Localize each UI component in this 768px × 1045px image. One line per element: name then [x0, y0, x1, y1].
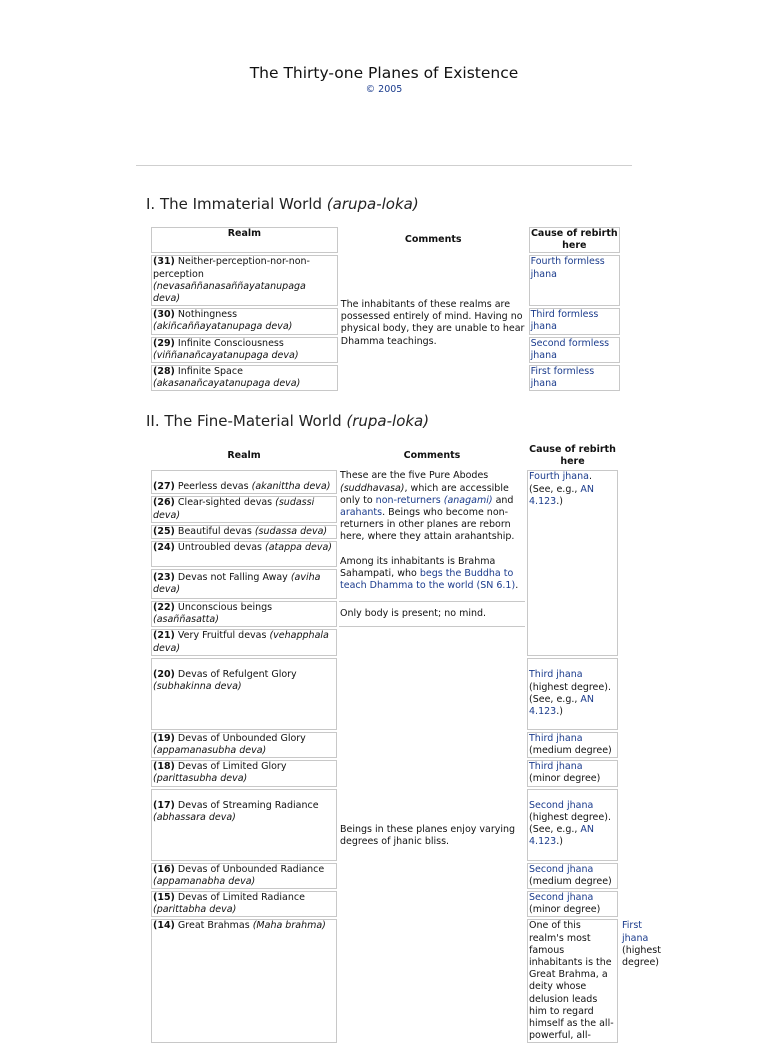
- realm-number: (21): [153, 630, 175, 642]
- cause-cell: [527, 658, 618, 730]
- comment-cell-unconscious: Only body is present; no mind.: [339, 601, 525, 627]
- cause-link[interactable]: Fourth jhana: [529, 471, 589, 483]
- realm-cell: [151, 629, 337, 655]
- realm-cell: [151, 891, 337, 917]
- cause-text: . (See, e.g.,: [529, 471, 592, 495]
- cause-link[interactable]: Third jhana: [529, 761, 583, 773]
- header-cause: Cause of rebirth here: [529, 444, 616, 468]
- anagami-link[interactable]: (anagami): [443, 494, 493, 506]
- cause-cell: [527, 470, 618, 655]
- realm-name: Devas of Unbounded Radiance: [174, 863, 325, 875]
- heading-pali: (arupa-loka): [326, 195, 419, 213]
- realm-pali: (sudassa deva): [254, 525, 328, 537]
- realm-pali: (atappa deva): [265, 542, 333, 554]
- cause-cell: [529, 308, 620, 334]
- realm-pali: (abhassara deva): [153, 811, 236, 823]
- section-heading-fine-material: [146, 412, 429, 430]
- realm-pali: (akasanañcayatanupaga deva): [153, 378, 301, 390]
- cause-link[interactable]: Third jhana: [529, 732, 583, 744]
- realm-number: (26): [153, 497, 175, 509]
- realm-pali: (parittasubha deva): [153, 773, 248, 785]
- realm-name: Infinite Space: [174, 366, 243, 378]
- comment-text: . Beings who become non-returners in other planes are reborn here, where they attain arahantship.: [340, 507, 515, 543]
- cause-link[interactable]: Fourth formless jhana: [530, 256, 605, 280]
- realm-number: (15): [153, 892, 175, 904]
- cause-text: .): [556, 495, 563, 507]
- realm-number: (19): [153, 732, 175, 744]
- copyright-link[interactable]: © 2005: [365, 84, 403, 95]
- realm-number: (14): [153, 920, 175, 932]
- heading-text: I. The Immaterial World: [146, 195, 327, 213]
- realm-cell: [151, 541, 337, 567]
- heading-text: II. The Fine-Material World: [146, 412, 347, 430]
- cause-cell: [527, 732, 618, 758]
- header-comments: Comments: [404, 234, 462, 246]
- comment-text: These are the five Pure Abodes: [340, 470, 489, 482]
- realm-cell: [151, 601, 337, 627]
- realm-number: (24): [153, 542, 175, 554]
- sn-6-1-link[interactable]: begs the Buddha to teach Dhamma to the world (SN 6.1): [340, 567, 516, 592]
- cause-link[interactable]: First formless jhana: [530, 366, 595, 390]
- realm-name: Devas of Limited Radiance: [174, 892, 305, 904]
- realm-number: (30): [153, 309, 175, 321]
- cause-link[interactable]: Third formless jhana: [530, 309, 599, 333]
- cause-link[interactable]: First jhana: [622, 920, 649, 944]
- cause-text: (highest degree). (See, e.g.,: [529, 681, 611, 705]
- realm-number: (29): [153, 337, 175, 349]
- realm-name: Great Brahmas: [174, 920, 253, 932]
- realm-number: (16): [153, 863, 175, 875]
- comment-cell-jhanic: Beings in these planes enjoy varying degrees of jhanic bliss.: [340, 824, 516, 848]
- cause-cell: [527, 891, 618, 917]
- realm-pali: (subhakinna deva): [153, 681, 242, 693]
- cause-text: .): [556, 706, 563, 718]
- realm-cell: [151, 789, 337, 861]
- realm-pali: (appamanasubha deva): [153, 745, 267, 757]
- section-heading-immaterial: [146, 195, 419, 213]
- realm-pali: (appamanabha deva): [153, 875, 256, 887]
- comment-text: Among its inhabitants is Brahma Sahampati, who: [340, 555, 496, 579]
- cause-text: (minor degree): [529, 773, 601, 785]
- cause-cell: [529, 337, 620, 363]
- realm-pali: (Maha brahma): [252, 920, 326, 932]
- heading-pali: (rupa-loka): [346, 412, 430, 430]
- realm-name: Untroubled devas: [174, 542, 266, 554]
- cause-cell: [527, 789, 618, 861]
- realm-cell: [151, 732, 337, 758]
- realm-number: (18): [153, 761, 175, 773]
- header-realm: Realm: [227, 450, 261, 462]
- realm-pali: (nevasaññanasaññayatanupaga deva): [153, 280, 306, 305]
- realm-cell: [151, 255, 338, 306]
- header-cause: Cause of rebirth here: [529, 227, 620, 253]
- comment-cell-great-brahma: One of this realm's most famous inhabitants is the Great Brahma, a deity whose delusion leads him to regard himself as the all-powerful, all-: [527, 919, 618, 1043]
- realm-name: Devas not Falling Away: [174, 571, 291, 583]
- non-returners-link[interactable]: non-returners: [375, 494, 441, 506]
- realm-cell: [151, 760, 337, 786]
- comment-text: and: [492, 494, 514, 506]
- realm-number: (20): [153, 668, 175, 680]
- realm-cell: [151, 337, 338, 363]
- cause-text: (medium degree): [529, 875, 612, 887]
- realm-name: Peerless devas: [174, 481, 252, 493]
- realm-cell: [151, 525, 337, 539]
- realm-name: Unconscious beings: [174, 602, 273, 614]
- realm-pali: (asaññasatta): [153, 614, 219, 626]
- cause-cell: [527, 760, 618, 786]
- realm-pali: (vehapphala deva): [153, 630, 329, 654]
- horizontal-divider: [136, 165, 632, 166]
- cause-cell: [529, 255, 620, 306]
- cause-text: (highest degree): [622, 944, 661, 969]
- realm-cell: [151, 365, 338, 391]
- realm-number: (27): [153, 481, 175, 493]
- realm-cell: [151, 919, 337, 1043]
- realm-pali: (aviha deva): [153, 571, 321, 596]
- arahants-link[interactable]: arahants: [340, 507, 383, 519]
- cause-text: (minor degree): [529, 904, 601, 916]
- realm-name: Devas of Limited Glory: [174, 761, 287, 773]
- header-comments: Comments: [403, 450, 461, 462]
- comment-text: .: [515, 580, 519, 592]
- cause-cell: [527, 863, 618, 889]
- realm-name: Devas of Refulgent Glory: [174, 668, 297, 680]
- realm-cell: [151, 863, 337, 889]
- page-title: The Thirty-one Planes of Existence: [249, 64, 519, 82]
- cause-text: (highest degree). (See, e.g.,: [529, 811, 611, 836]
- cause-text: (medium degree): [529, 745, 612, 757]
- comment-pali: (suddhavasa): [340, 482, 405, 494]
- realm-name: Nothingness: [174, 309, 238, 321]
- realm-name: Neither-perception-nor-non-perception: [153, 256, 310, 280]
- realm-cell: [151, 470, 337, 494]
- realm-name: Beautiful devas: [174, 525, 255, 537]
- realm-cell: [151, 308, 338, 334]
- realm-number: (31): [153, 256, 175, 268]
- cause-cell: [529, 365, 620, 391]
- cause-link[interactable]: Second formless jhana: [530, 337, 610, 361]
- an-4-123-link[interactable]: AN 4.123: [529, 693, 595, 718]
- realm-cell: [151, 496, 337, 522]
- cause-link[interactable]: Third jhana: [529, 669, 583, 681]
- realm-name: Devas of Unbounded Glory: [174, 732, 306, 744]
- comment-text: , which are accessible only to: [340, 482, 509, 506]
- realm-name: Clear-sighted devas: [174, 497, 276, 509]
- realm-cell: [151, 569, 337, 599]
- cause-link[interactable]: Second jhana: [529, 799, 594, 811]
- realm-number: (25): [153, 525, 175, 537]
- comment-cell-pure-abodes: [339, 470, 525, 599]
- realm-pali: (akiñcaññayatanupaga deva): [153, 321, 293, 333]
- comment-cell: The inhabitants of these realms are possessed entirely of mind. Having no physical body, they are unable to hear Dhamma teachings.: [340, 299, 525, 347]
- an-4-123-link[interactable]: AN 4.123: [529, 824, 595, 848]
- cause-link[interactable]: Second jhana: [529, 892, 594, 904]
- realm-number: (17): [153, 799, 175, 811]
- realm-name: Very Fruitful devas: [174, 630, 270, 642]
- an-4-123-link[interactable]: AN 4.123: [529, 483, 595, 507]
- realm-pali: (sudassi deva): [153, 497, 315, 521]
- realm-cell: [151, 658, 337, 730]
- immaterial-table: [149, 225, 622, 393]
- realm-pali: (akanittha deva): [251, 481, 331, 493]
- realm-name: Infinite Consciousness: [174, 337, 284, 349]
- realm-pali: (viññanañcayatanupaga deva): [153, 349, 299, 361]
- realm-number: (28): [153, 366, 175, 378]
- header-realm: Realm: [151, 227, 338, 253]
- realm-name: Devas of Streaming Radiance: [174, 799, 319, 811]
- cause-text: .): [556, 836, 563, 848]
- fine-material-table: [149, 442, 661, 1045]
- realm-pali: (parittabha deva): [153, 904, 237, 916]
- cause-link[interactable]: Second jhana: [529, 863, 594, 875]
- realm-number: (23): [153, 571, 175, 583]
- realm-number: (22): [153, 602, 175, 614]
